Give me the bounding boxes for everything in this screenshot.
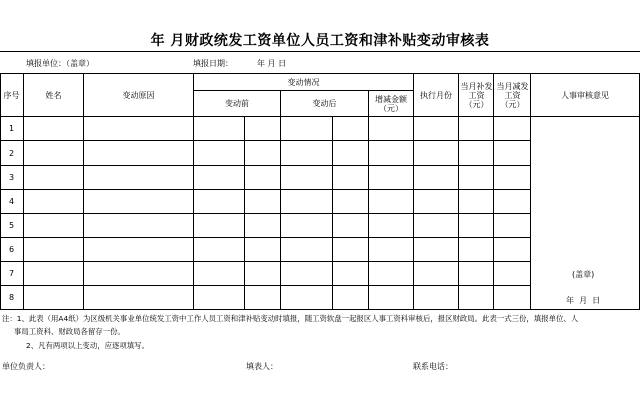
row-number: 6: [8, 245, 15, 254]
col-seq: 序号: [3, 90, 20, 100]
col-after: 变动后: [312, 99, 337, 108]
row-number: 7: [8, 269, 15, 278]
date-value: 年 月 日: [257, 59, 287, 68]
row-number: 4: [8, 197, 15, 206]
col-exec-month: 执行月份: [420, 90, 452, 100]
unit-label: 填报单位：（盖章）: [26, 59, 94, 68]
row-number: 1: [8, 124, 15, 133]
col-name: 姓名: [45, 90, 62, 100]
col-month-deduct: 当月减发工资（元）: [496, 81, 529, 109]
row-number: 3: [8, 173, 15, 182]
phone-label: 联系电话：: [413, 362, 453, 371]
row-number: 2: [8, 149, 15, 158]
col-delta: 增减金额（元）: [375, 94, 407, 113]
col-hr-opinion: 人事审核意见: [561, 90, 609, 100]
unit-leader-label: 单位负责人：: [2, 362, 50, 371]
form-title: 年 月财政统发工资单位人员工资和津补贴变动审核表: [150, 33, 490, 49]
note-line-3: 2、凡有两项以上变动，应逐项填写。: [26, 341, 149, 350]
date-label: 填报日期：: [193, 59, 233, 68]
opinion-date: 年 月 日: [566, 296, 601, 305]
row-number: 8: [8, 293, 15, 302]
col-reason: 变动原因: [122, 90, 155, 100]
col-before: 变动前: [225, 99, 249, 108]
col-change-info: 变动情况: [287, 77, 320, 87]
note-line-2: 事局工资科、财政局各留存一份。: [14, 327, 125, 336]
opinion-seal: (盖章): [572, 270, 595, 279]
col-month-supp: 当月补发工资（元）: [460, 81, 493, 109]
note-line-1: 注：1、此表（用A4纸）为区级机关事业单位统发工资中工作人员工资和津补贴变动时填报，随工资软盘一起报区人事工资科审核后，报区财政局。此表一式三份，填报单位、人: [2, 314, 579, 323]
filler-label: 填表人：: [246, 362, 278, 371]
row-number: 5: [8, 221, 15, 230]
